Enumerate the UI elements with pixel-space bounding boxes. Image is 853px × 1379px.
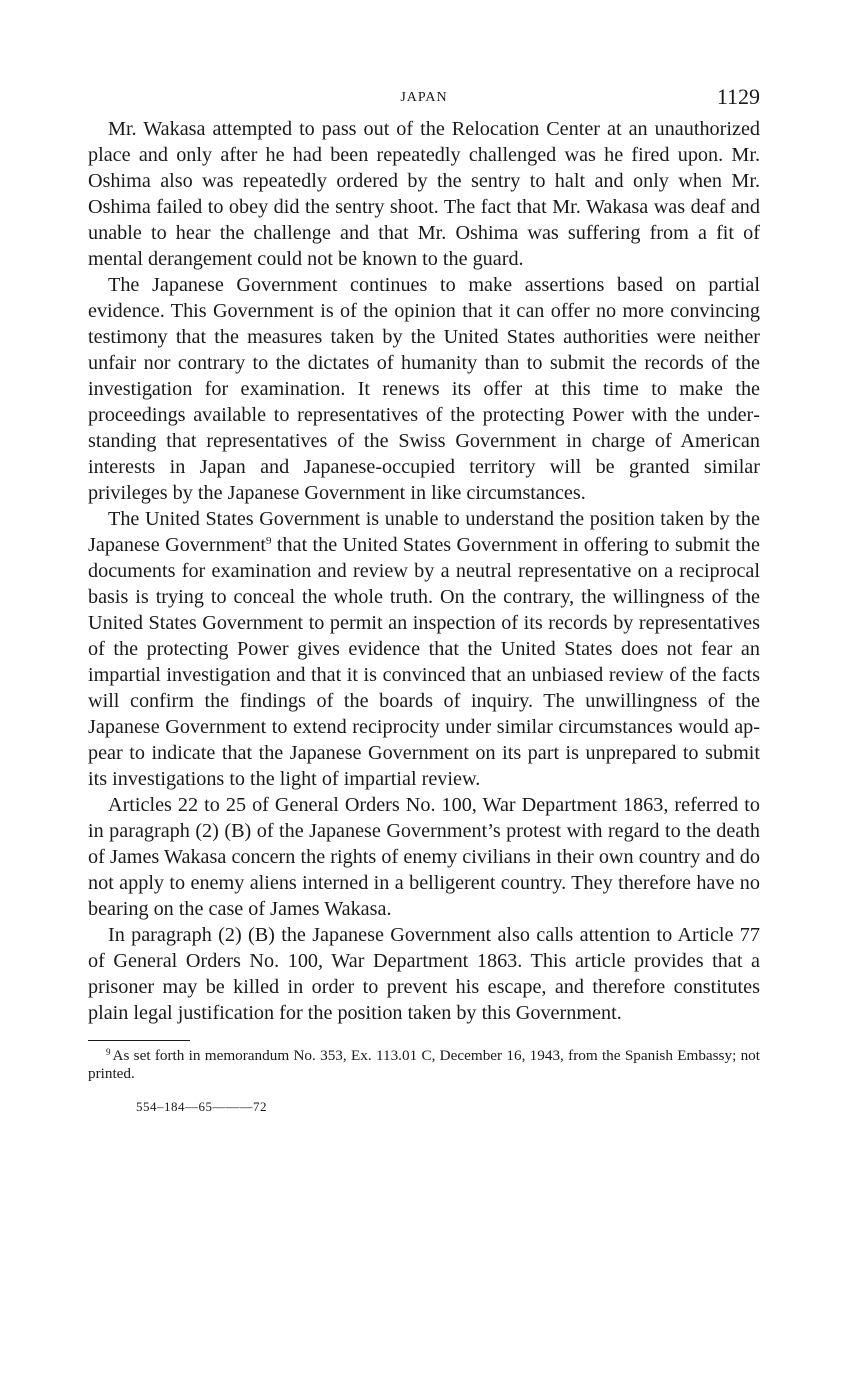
page-number: 1129 [716, 84, 760, 109]
paragraph-text: Articles 22 to 25 of General Orders No. 100, War Department 1863, referred to in paragraph (2) (B) of the Japanese Government’s protest with regard to the death of James Wakasa concern the rights of enemy civilians in their own country and do not apply to enemy aliens interned in a belligerent country. They therefore have no bearing on the case of James Wakasa. [88, 794, 760, 920]
paragraph-wakasa-oshima [88, 116, 760, 272]
paragraph-text: that the United States Government in offering to submit the documents for examination and review by a neutral representative on a reciprocal basis is trying to conceal the whole truth. On the contrary, the willingness of the United States Government to permit an inspection of its records by representatives of the protecting Power gives evidence that the United States does not fear an impartial investigation and that it is convinced that an unbiased review of the facts will confirm the findings of the boards of inquiry. The unwillingness of the Japanese Government to extend reciprocity under similar circumstances would appear to indicate that the Japanese Government on its part is unprepared to submit its investigations to the light of impartial review. [88, 534, 760, 790]
body-text [88, 116, 760, 1026]
paragraph-text: In paragraph (2) (B) the Japanese Government also calls attention to Article 77 of General Orders No. 100, War Department 1863. This article provides that a prisoner may be killed in order to prevent his escape, and therefore constitutes plain legal justification for the position taken by this Government. [88, 924, 760, 1024]
paragraph-reciprocity [88, 506, 760, 792]
footnote-reference: 9 [266, 535, 272, 547]
footnote-marker: 9 [106, 1047, 111, 1057]
paragraph-text: The Japanese Government continues to make assertions based on partial evidence. This Government is of the opinion that it can offer no more convincing testimony that the measures taken by the United States authorities were neither unfair nor contrary to the dictates of humanity than to submit the records of the investigation for examination. It renews its offer at this time to make the proceedings available to representatives of the protecting Power with the understanding that representatives of the Swiss Government in charge of American interests in Japan and Japanese-occupied territory will be granted similar privileges by the Japanese Government in like circumstances. [88, 274, 760, 504]
paragraph-article-77 [88, 922, 760, 1026]
paragraph-articles-22-25 [88, 792, 760, 922]
footnote-text: As set forth in memorandum No. 353, Ex. 113.01 C, December 16, 1943, from the Spanish Embassy; not printed. [88, 1047, 760, 1082]
paragraph-partial-evidence [88, 272, 760, 506]
print-code: 554–184—65———72 [136, 1099, 267, 1114]
paragraph-text: Mr. Wakasa attempted to pass out of the Relocation Center at an unauthorized place and only after he had been repeatedly challenged was he fired upon. Mr. Oshima also was repeatedly ordered by the sentry to halt and only when Mr. Oshima failed to obey did the sentry shoot. The fact that Mr. Wakasa was deaf and unable to hear the challenge and that Mr. Oshima was suffering from a fit of mental derangement could not be known to the guard. [88, 118, 760, 270]
document-page [88, 84, 760, 1115]
running-head [88, 84, 760, 114]
paragraph-text: The United States Government is unable to understand the position taken by the Japanese Government [88, 508, 760, 556]
footnote [88, 1047, 760, 1083]
running-title: JAPAN [400, 90, 448, 105]
footnote-divider [88, 1040, 190, 1041]
